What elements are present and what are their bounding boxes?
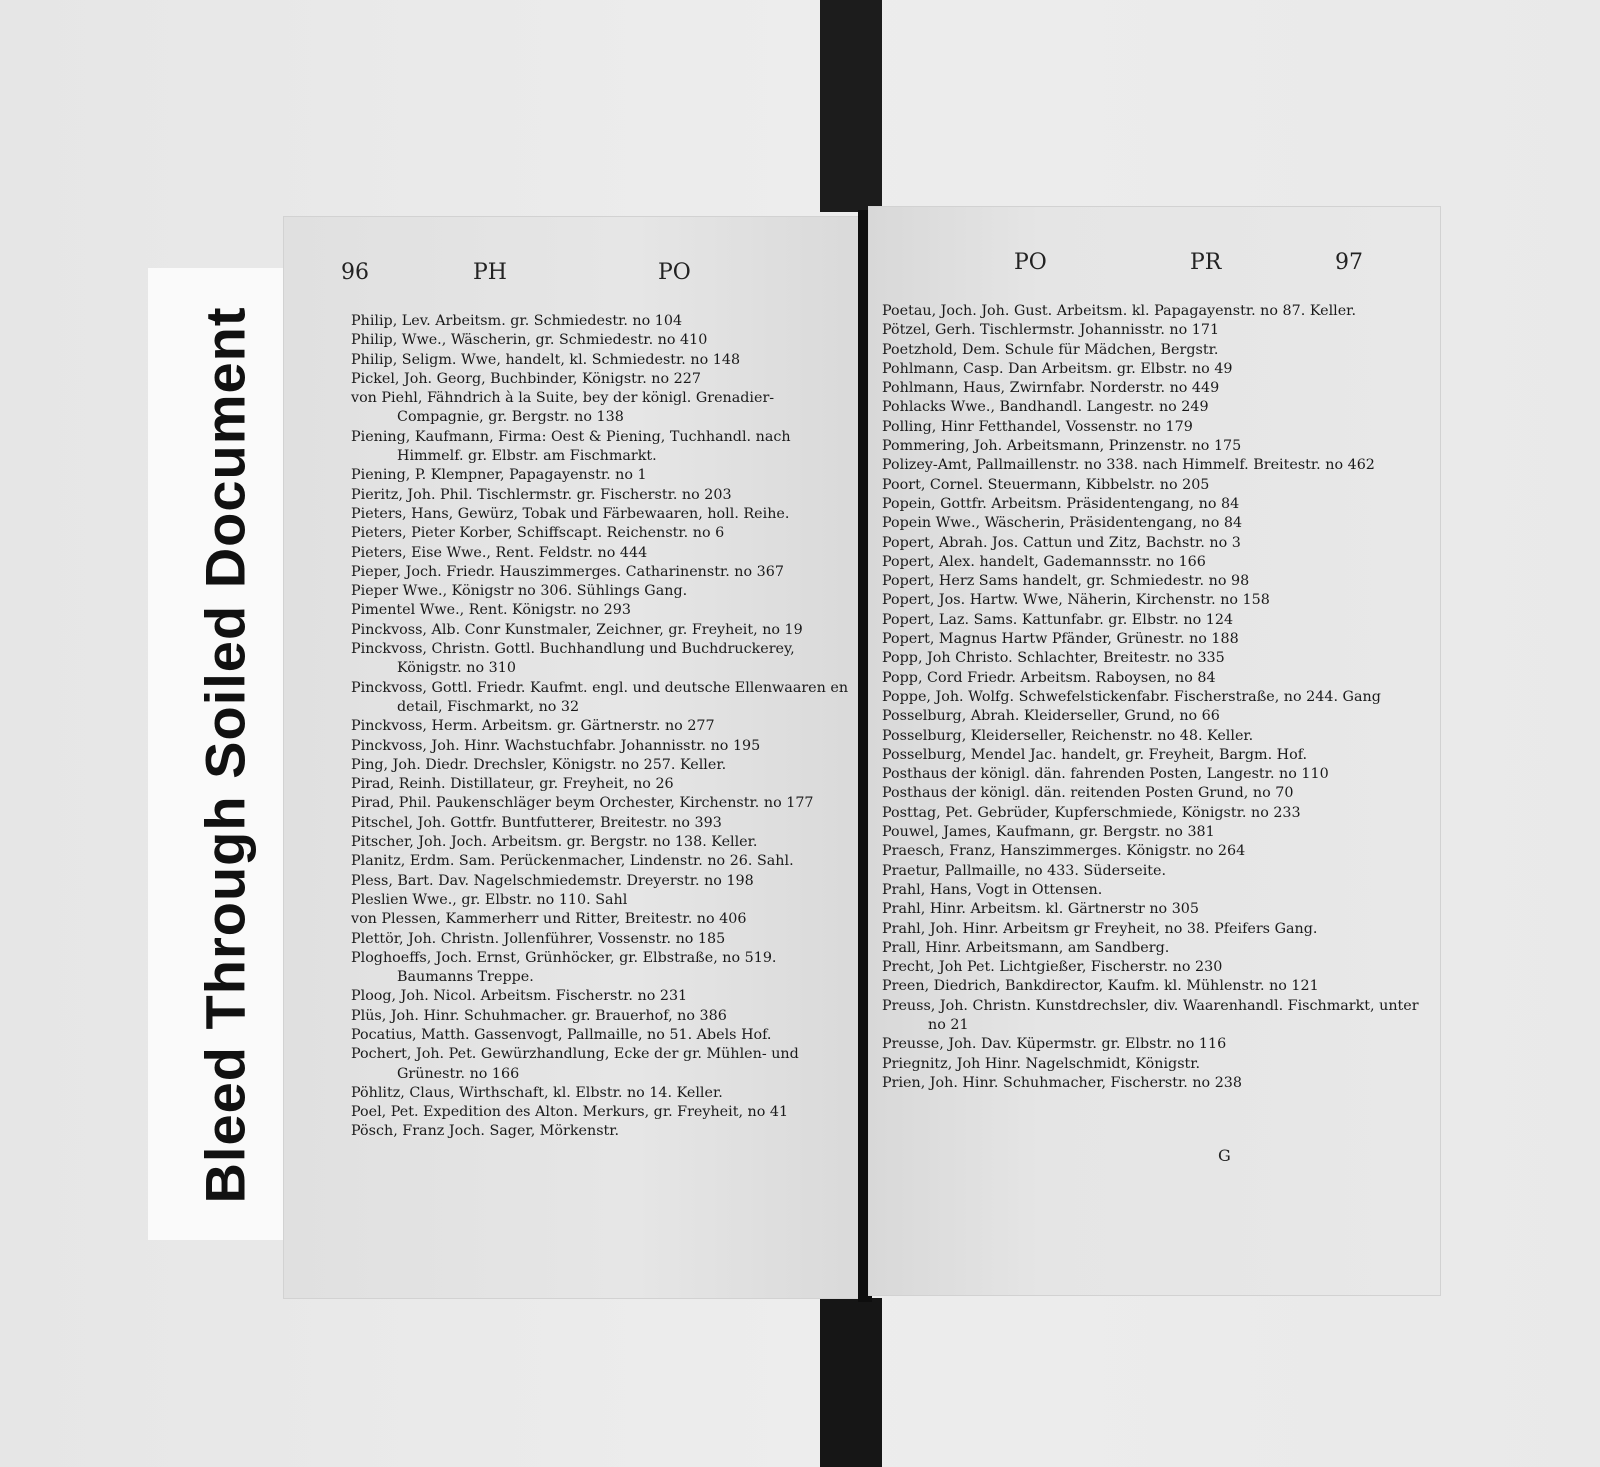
- directory-entry: Pieters, Pieter Korber, Schiffscapt. Reichenstr. no 6: [351, 525, 725, 542]
- directory-entry: Planitz, Erdm. Sam. Perückenmacher, Lindenstr. no 26. Sahl.: [351, 853, 794, 870]
- directory-entry: Prahl, Joh. Hinr. Arbeitsm gr Freyheit, no 38. Pfeifers Gang.: [882, 920, 1318, 937]
- directory-entry: Polizey-Amt, Pallmaillenstr. no 338. nach Himmelf. Breitestr. no 462: [882, 457, 1375, 474]
- directory-entry: Pieritz, Joh. Phil. Tischlermstr. gr. Fischerstr. no 203: [351, 486, 732, 503]
- binding-strap-top: [820, 0, 882, 212]
- directory-entry: Posselburg, Abrah. Kleiderseller, Grund, no 66: [882, 708, 1220, 725]
- directory-entry: Popert, Herz Sams handelt, gr. Schmiedestr. no 98: [882, 573, 1250, 590]
- directory-entry: Pleslien Wwe., gr. Elbstr. no 110. Sahl: [351, 891, 628, 908]
- directory-entry: Plüs, Joh. Hinr. Schuhmacher. gr. Brauerhof, no 386: [351, 1007, 727, 1024]
- right-header-right: PR: [1190, 250, 1222, 275]
- directory-entry: Pless, Bart. Dav. Nagelschmiedemstr. Dreyerstr. no 198: [351, 872, 754, 889]
- directory-entry: Posselburg, Kleiderseller, Reichenstr. no 48. Keller.: [882, 727, 1254, 744]
- directory-entry: von Piehl, Fähndrich à la Suite, bey der königl. Grenadier-Compagnie, gr. Bergstr. no 138: [351, 390, 775, 426]
- directory-entry: Ploog, Joh. Nicol. Arbeitsm. Fischerstr. no 231: [351, 988, 688, 1005]
- directory-entry: Prahl, Hans, Vogt in Ottensen.: [882, 881, 1103, 898]
- directory-entry: Piening, P. Klempner, Papagayenstr. no 1: [351, 467, 647, 484]
- directory-entry: Piening, Kaufmann, Firma: Oest & Piening, Tuchhandl. nach Himmelf. gr. Elbstr. am Fischmarkt.: [351, 428, 791, 465]
- directory-entry: Popert, Abrah. Jos. Cattun und Zitz, Bachstr. no 3: [882, 534, 1241, 551]
- directory-entry: Popert, Laz. Sams. Kattunfabr. gr. Elbstr. no 124: [882, 611, 1234, 628]
- directory-entry: Pinckvoss, Alb. Conr Kunstmaler, Zeichner, gr. Freyheit, no 19: [351, 621, 803, 638]
- directory-entry: Prall, Hinr. Arbeitsmann, am Sandberg.: [882, 939, 1170, 956]
- directory-entry: Pohlmann, Casp. Dan Arbeitsm. gr. Elbstr. no 49: [882, 360, 1233, 377]
- directory-entry: Philip, Wwe., Wäscherin, gr. Schmiedestr. no 410: [351, 332, 708, 349]
- directory-entry: Priegnitz, Joh Hinr. Nagelschmidt, Königstr.: [882, 1055, 1201, 1072]
- directory-entry: Pommering, Joh. Arbeitsmann, Prinzenstr. no 175: [882, 438, 1242, 455]
- signature-mark: G: [1218, 1146, 1231, 1165]
- directory-entry: Pieper, Joch. Friedr. Hauszimmerges. Catharinenstr. no 367: [351, 563, 784, 580]
- directory-entry: Popp, Cord Friedr. Arbeitsm. Raboysen, no 84: [882, 669, 1216, 686]
- directory-entry: Pöhlitz, Claus, Wirthschaft, kl. Elbstr. no 14. Keller.: [351, 1084, 723, 1101]
- directory-entry: Pochert, Joh. Pet. Gewürzhandlung, Ecke der gr. Mühlen- und Grünestr. no 166: [351, 1046, 799, 1082]
- right-page-header: [868, 250, 1441, 280]
- directory-entry: Poel, Pet. Expedition des Alton. Merkurs, gr. Freyheit, no 41: [351, 1104, 789, 1121]
- right-page: [868, 206, 1441, 1296]
- directory-entry: Posthaus der königl. dän. reitenden Posten Grund, no 70: [882, 785, 1294, 802]
- directory-entry: Philip, Seligm. Wwe, handelt, kl. Schmiedestr. no 148: [351, 351, 741, 368]
- left-page-header: [283, 260, 866, 290]
- right-page-number: 97: [1335, 250, 1363, 275]
- directory-entry: Pirad, Reinh. Distillateur, gr. Freyheit, no 26: [351, 776, 674, 793]
- directory-entry: Philip, Lev. Arbeitsm. gr. Schmiedestr. no 104: [351, 313, 683, 329]
- directory-entry: Polling, Hinr Fetthandel, Vossenstr. no 179: [882, 418, 1193, 435]
- left-header-right: PO: [658, 260, 691, 285]
- directory-entry: Poort, Cornel. Steuermann, Kibbelstr. no 205: [882, 476, 1210, 493]
- directory-entry: Posttag, Pet. Gebrüder, Kupferschmiede, Königstr. no 233: [882, 804, 1301, 821]
- directory-entry: Pinckvoss, Christn. Gottl. Buchhandlung und Buchdruckerey, Königstr. no 310: [351, 641, 795, 677]
- directory-entry: Pösch, Franz Joch. Sager, Mörkenstr.: [351, 1123, 620, 1140]
- directory-entry: Pinckvoss, Gottl. Friedr. Kaufmt. engl. und deutsche Ellenwaaren en detail, Fischmarkt, no 32: [351, 679, 849, 715]
- directory-entry: Popert, Magnus Hartw Pfänder, Grünestr. no 188: [882, 631, 1239, 648]
- directory-entry: Prien, Joh. Hinr. Schuhmacher, Fischerstr. no 238: [882, 1074, 1242, 1091]
- directory-entry: Pouwel, James, Kaufmann, gr. Bergstr. no 381: [882, 824, 1215, 841]
- directory-entry: Poetau, Joch. Joh. Gust. Arbeitsm. kl. Papagayenstr. no 87. Keller.: [882, 303, 1356, 319]
- directory-entry: Pieters, Hans, Gewürz, Tobak und Färbewaaren, holl. Reihe.: [351, 505, 790, 522]
- directory-entry: Pimentel Wwe., Rent. Königstr. no 293: [351, 602, 631, 619]
- directory-entry: Preuss, Joh. Christn. Kunstdrechsler, div. Waarenhandl. Fischmarkt, unter no 21: [882, 997, 1419, 1033]
- directory-entry: Plettör, Joh. Christn. Jollenführer, Vossenstr. no 185: [351, 930, 726, 947]
- directory-entry: Praesch, Franz, Hanszimmerges. Königstr. no 264: [882, 843, 1246, 860]
- directory-entry: Pitschel, Joh. Gottfr. Buntfutterer, Breitestr. no 393: [351, 814, 722, 831]
- directory-entry: Praetur, Pallmaille, no 433. Süderseite.: [882, 862, 1167, 879]
- right-entry-list: [882, 302, 1424, 1093]
- directory-entry: Ping, Joh. Diedr. Drechsler, Königstr. no 257. Keller.: [351, 756, 727, 773]
- left-page-number: 96: [341, 260, 369, 285]
- directory-entry: Pickel, Joh. Georg, Buchbinder, Königstr. no 227: [351, 370, 701, 387]
- directory-entry: Posselburg, Mendel Jac. handelt, gr. Freyheit, Bargm. Hof.: [882, 746, 1308, 763]
- left-page: [283, 216, 866, 1299]
- binding-strap-bottom: [820, 1298, 882, 1467]
- directory-entry: von Plessen, Kammerherr und Ritter, Breitestr. no 406: [351, 911, 747, 928]
- directory-entry: Poetzhold, Dem. Schule für Mädchen, Bergstr.: [882, 341, 1219, 358]
- directory-entry: Preen, Diedrich, Bankdirector, Kaufm. kl. Mühlenstr. no 121: [882, 978, 1319, 995]
- directory-entry: Poppe, Joh. Wolfg. Schwefelstickenfabr. Fischerstraße, no 244. Gang: [882, 688, 1381, 705]
- directory-entry: Pocatius, Matth. Gassenvogt, Pallmaille, no 51. Abels Hof.: [351, 1026, 772, 1043]
- directory-entry: Popp, Joh Christo. Schlachter, Breitestr. no 335: [882, 650, 1225, 667]
- directory-entry: Pinckvoss, Joh. Hinr. Wachstuchfabr. Johannisstr. no 195: [351, 737, 761, 754]
- directory-entry: Pötzel, Gerh. Tischlermstr. Johannisstr. no 171: [882, 322, 1220, 339]
- directory-entry: Popein Wwe., Wäscherin, Präsidentengang, no 84: [882, 515, 1243, 532]
- directory-entry: Pitscher, Joh. Joch. Arbeitsm. gr. Bergstr. no 138. Keller.: [351, 834, 758, 851]
- directory-entry: Prahl, Hinr. Arbeitsm. kl. Gärtnerstr no 305: [882, 901, 1199, 918]
- right-header-left: PO: [1014, 250, 1047, 275]
- directory-entry: Popert, Jos. Hartw. Wwe, Näherin, Kirchenstr. no 158: [882, 592, 1270, 609]
- directory-entry: Preusse, Joh. Dav. Küpermstr. gr. Elbstr. no 116: [882, 1036, 1227, 1053]
- directory-entry: Posthaus der königl. dän. fahrenden Posten, Langestr. no 110: [882, 766, 1329, 783]
- directory-entry: Precht, Joh Pet. Lichtgießer, Fischerstr. no 230: [882, 959, 1223, 976]
- directory-entry: Pieper Wwe., Königstr no 306. Sühlings Gang.: [351, 583, 688, 600]
- directory-entry: Pohlacks Wwe., Bandhandl. Langestr. no 249: [882, 399, 1209, 416]
- directory-entry: Pohlmann, Haus, Zwirnfabr. Norderstr. no 449: [882, 380, 1220, 397]
- category-label: Bleed Through Soiled Document: [193, 306, 257, 1204]
- directory-entry: Popert, Alex. handelt, Gademannsstr. no 166: [882, 553, 1206, 570]
- left-entry-list: [351, 312, 853, 1142]
- directory-entry: Pinckvoss, Herm. Arbeitsm. gr. Gärtnerstr. no 277: [351, 718, 715, 735]
- directory-entry: Ploghoeffs, Joch. Ernst, Grünhöcker, gr. Elbstraße, no 519. Baumanns Treppe.: [351, 949, 777, 986]
- directory-entry: Pieters, Eise Wwe., Rent. Feldstr. no 444: [351, 544, 648, 561]
- left-header-left: PH: [473, 260, 507, 285]
- directory-entry: Popein, Gottfr. Arbeitsm. Präsidentengang, no 84: [882, 495, 1240, 512]
- directory-entry: Pirad, Phil. Paukenschläger beym Orchester, Kirchenstr. no 177: [351, 795, 814, 812]
